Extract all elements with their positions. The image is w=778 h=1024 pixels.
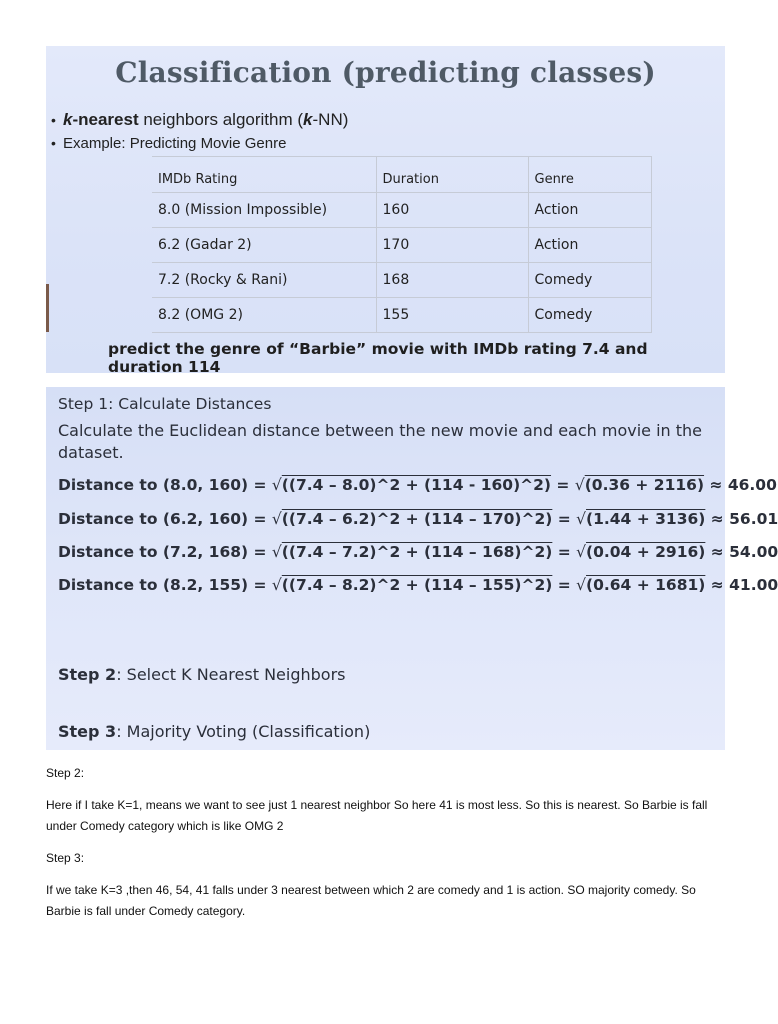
slide-distances: [46, 387, 778, 750]
predict-statement: predict the genre of “Barbie” movie with IMDb rating 7.4 and duration 114: [108, 340, 648, 376]
sqrt-icon: √: [574, 476, 585, 494]
sqrt-icon: √: [576, 576, 587, 594]
edge-marker: [46, 284, 49, 332]
table-cell: Action: [528, 193, 652, 228]
sqrt-icon: √: [271, 510, 282, 528]
sqrt-icon: √: [576, 510, 587, 528]
sqrt-icon: √: [271, 476, 282, 494]
slide-title: Classification (predicting classes): [115, 56, 656, 89]
table-header-cell: Duration: [376, 157, 528, 193]
table-cell: 160: [376, 193, 528, 228]
table-header-row: [152, 157, 652, 193]
bullet-example: • Example: Predicting Movie Genre: [51, 135, 287, 152]
distance-line: Distance to (6.2, 160) = √((7.4 – 6.2)^2 + (114 – 170)^2) = √(1.44 + 3136) ≈ 56.01: [58, 510, 778, 528]
table-row: [152, 193, 652, 228]
distance-line: Distance to (7.2, 168) = √((7.4 – 7.2)^2 + (114 – 168)^2) = √(0.04 + 2916) ≈ 54.00: [58, 543, 778, 561]
table-row: [152, 298, 652, 333]
table-cell: 170: [376, 228, 528, 263]
step1-heading: Step 1: Calculate Distances: [58, 395, 272, 413]
distance-line: Distance to (8.2, 155) = √((7.4 – 8.2)^2 + (114 – 155)^2) = √(0.64 + 1681) ≈ 41.00: [58, 576, 778, 594]
note-step2-body: Here if I take K=1, means we want to see just 1 nearest neighbor So here 41 is most less. So this is nearest. So Barbie is fall under Comedy category which is like OMG 2: [46, 798, 708, 833]
distance-line: Distance to (8.0, 160) = √((7.4 – 8.0)^2 + (114 - 160)^2) = √(0.36 + 2116) ≈ 46.00: [58, 476, 777, 494]
step2-heading: Step 2: Select K Nearest Neighbors: [58, 665, 346, 684]
sqrt-icon: √: [271, 543, 282, 561]
table-cell: 8.0 (Mission Impossible): [152, 193, 376, 228]
sqrt-icon: √: [271, 576, 282, 594]
table-row: [152, 263, 652, 298]
table-row: [152, 228, 652, 263]
table-cell: Comedy: [528, 298, 652, 333]
table-cell: 8.2 (OMG 2): [152, 298, 376, 333]
table-cell: Comedy: [528, 263, 652, 298]
note-step3-body: If we take K=3 ,then 46, 54, 41 falls under 3 nearest between which 2 are comedy and 1 is action. SO majority comedy. So Barbie is fall under Comedy category.: [46, 883, 696, 918]
sqrt-icon: √: [576, 543, 587, 561]
table-cell: Action: [528, 228, 652, 263]
table-cell: 7.2 (Rocky & Rani): [152, 263, 376, 298]
note-step2-heading: Step 2:: [46, 766, 85, 780]
slide-classification: [46, 46, 725, 376]
bullet-knn: • k-nearest neighbors algorithm (k-NN): [51, 110, 349, 129]
table-cell: 155: [376, 298, 528, 333]
movie-genre-table: [152, 156, 652, 333]
note-step3-heading: Step 3:: [46, 851, 85, 865]
table-header-cell: Genre: [528, 157, 652, 193]
bullet-dot: •: [51, 112, 56, 128]
table-cell: 6.2 (Gadar 2): [152, 228, 376, 263]
table-header-cell: IMDb Rating: [152, 157, 376, 193]
bullet-dot: •: [51, 135, 56, 151]
step3-heading: Step 3: Majority Voting (Classification): [58, 722, 371, 741]
table-cell: 168: [376, 263, 528, 298]
calc-description: Calculate the Euclidean distance between the new movie and each movie in the dataset.: [58, 421, 703, 462]
